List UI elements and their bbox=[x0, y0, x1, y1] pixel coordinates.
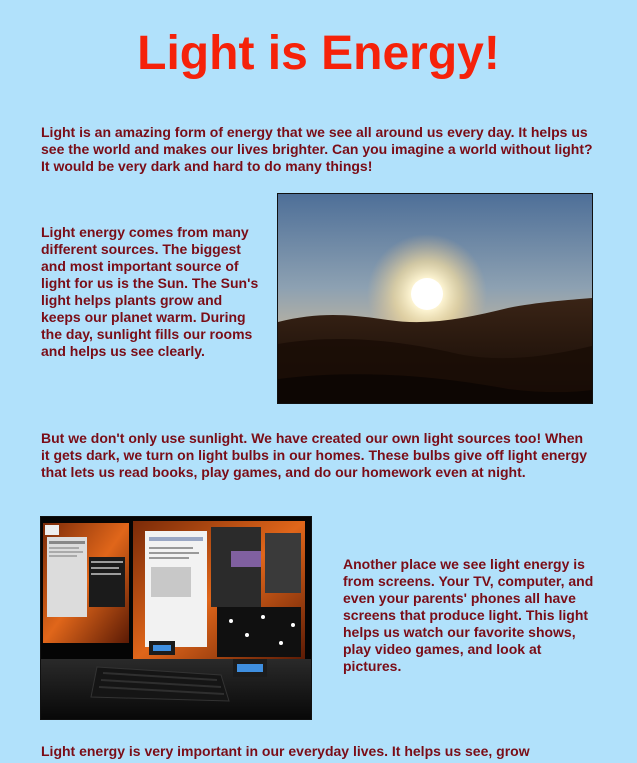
monitors-image bbox=[41, 517, 311, 719]
screens-paragraph: Another place we see light energy is from screens. Your TV, computer, and even your parents' phones all have screens that produce light. This light helps us watch our favorite shows, play video games, and look at pictures. bbox=[343, 556, 594, 674]
light-bulbs-paragraph: But we don't only use sunlight. We have created our own light sources too! When it gets dark, we turn on light bulbs in our homes. These bulbs give off light energy that lets us read books, play games, and do our homework even at night. bbox=[41, 430, 588, 480]
sunset-desert-photo bbox=[277, 193, 593, 404]
computer-monitors-photo bbox=[40, 516, 312, 720]
light-sources-paragraph: Light energy comes from many different sources. The biggest and most important source of light for us is the Sun. The Sun's light helps plants grow and keeps our planet warm. During the day, sunlight fills our rooms and helps us see clearly. bbox=[41, 224, 259, 359]
everyday-paragraph: Light energy is very important in our everyday lives. It helps us see, grow bbox=[41, 743, 530, 759]
intro-paragraph: Light is an amazing form of energy that we see all around us every day. It helps us see the world and makes our lives brighter. Can you imagine a world without light? It would be very dark and hard to do many things! bbox=[41, 124, 593, 174]
page-title: Light is Energy! bbox=[137, 27, 500, 80]
sunset-image bbox=[278, 194, 592, 403]
